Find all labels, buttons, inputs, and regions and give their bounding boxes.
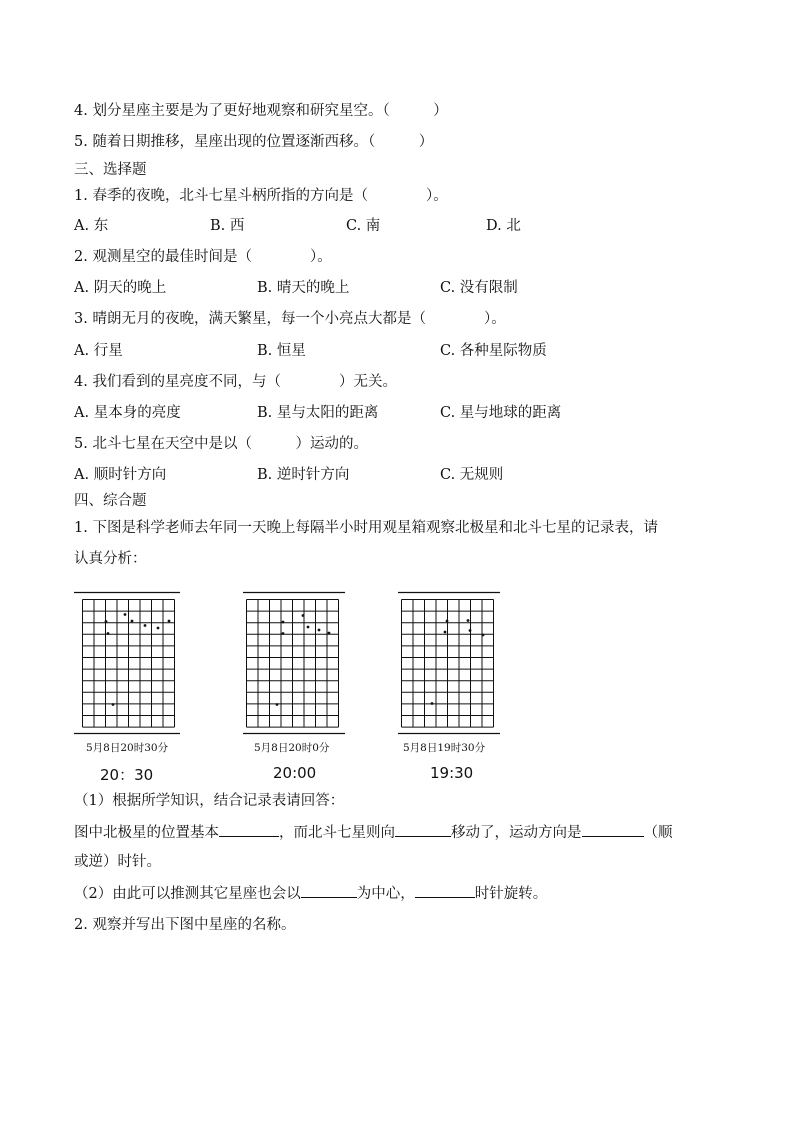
comprehensive-q2: 2. 观察并写出下图中星座的名称。 <box>74 917 296 933</box>
sub-question-1-body <box>74 822 673 843</box>
answer-blank[interactable] <box>395 822 451 837</box>
sub2-text-a: （2）由此可以推测其它星座也会以 <box>74 886 301 902</box>
chart-caption-1930: 5月8日19时30分 <box>403 742 486 754</box>
section-heading-choice: 三、选择题 <box>74 162 147 178</box>
chart-time-1930: 19:30 <box>430 764 474 782</box>
choice-q5-option-c: C. 无规则 <box>440 467 504 483</box>
chart-caption-2030: 5月8日20时30分 <box>86 742 169 754</box>
chart-time-2000: 20:00 <box>273 764 317 782</box>
answer-blank[interactable] <box>301 883 357 898</box>
star-grid-chart-1930 <box>396 590 508 736</box>
comprehensive-q1-line1: 1. 下图是科学老师去年同一天晚上每隔半小时用观星箱观察北极星和北斗七星的记录表，请 <box>74 520 658 536</box>
choice-q4-option-c: C. 星与地球的距离 <box>440 405 562 421</box>
chart-caption-2000: 5月8日20时0分 <box>254 742 330 754</box>
sub2-text-c: 时针旋转。 <box>474 886 548 902</box>
star-grid-svg <box>241 590 353 736</box>
choice-q2-option-b: B. 晴天的晚上 <box>257 280 350 296</box>
sub1-text-b: ，而北斗七星则向 <box>279 825 395 841</box>
choice-q2: 2. 观测星空的最佳时间是（ ）。 <box>74 249 332 265</box>
star-grid-svg <box>396 590 508 736</box>
sub-question-1-intro: （1）根据所学知识，结合记录表请回答： <box>74 793 345 809</box>
star-grid-chart-2030 <box>72 590 184 736</box>
choice-q5: 5. 北斗七星在天空中是以（ ）运动的。 <box>74 436 368 452</box>
choice-q3-option-a: A. 行星 <box>74 343 123 359</box>
choice-q1-option-c: C. 南 <box>346 218 381 234</box>
sub-question-1-tail: 或逆）时针。 <box>74 854 161 870</box>
judgement-q4: 4. 划分星座主要是为了更好地观察和研究星空。（ ） <box>74 103 448 119</box>
sub1-text-a: 图中北极星的位置基本 <box>74 825 219 841</box>
chart-time-2030: 20：30 <box>100 766 154 784</box>
choice-q3: 3. 晴朗无月的夜晚，满天繁星，每一个小亮点大都是（ ）。 <box>74 311 506 327</box>
star-grid-chart-2000 <box>241 590 353 736</box>
choice-q2-option-a: A. 阴天的晚上 <box>74 280 167 296</box>
sub1-text-d: （顺 <box>643 825 673 841</box>
answer-blank[interactable] <box>582 822 644 837</box>
choice-q4-option-a: A. 星本身的亮度 <box>74 405 181 421</box>
choice-q5-option-a: A. 顺时针方向 <box>74 467 167 483</box>
choice-q4: 4. 我们看到的星亮度不同，与（ ）无关。 <box>74 374 397 390</box>
sub-question-2 <box>74 883 547 904</box>
choice-q1-option-b: B. 西 <box>210 218 245 234</box>
choice-q3-option-b: B. 恒星 <box>257 343 306 359</box>
sub2-text-b: 为中心， <box>356 886 415 902</box>
answer-blank[interactable] <box>219 822 279 837</box>
answer-blank[interactable] <box>415 883 475 898</box>
choice-q4-option-b: B. 星与太阳的距离 <box>257 405 379 421</box>
judgement-q5: 5. 随着日期推移，星座出现的位置逐渐西移。（ ） <box>74 134 434 150</box>
choice-q2-option-c: C. 没有限制 <box>440 280 518 296</box>
choice-q1-option-d: D. 北 <box>486 218 521 234</box>
choice-q3-option-c: C. 各种星际物质 <box>440 343 547 359</box>
choice-q5-option-b: B. 逆时针方向 <box>257 467 350 483</box>
star-grid-svg <box>72 590 184 736</box>
choice-q1-option-a: A. 东 <box>74 218 109 234</box>
choice-q1: 1. 春季的夜晚，北斗七星斗柄所指的方向是（ ）。 <box>74 188 448 204</box>
comprehensive-q1-line2: 认真分析： <box>74 551 147 567</box>
sub1-text-c: 移动了，运动方向是 <box>451 825 582 841</box>
section-heading-comprehensive: 四、综合题 <box>74 493 147 509</box>
